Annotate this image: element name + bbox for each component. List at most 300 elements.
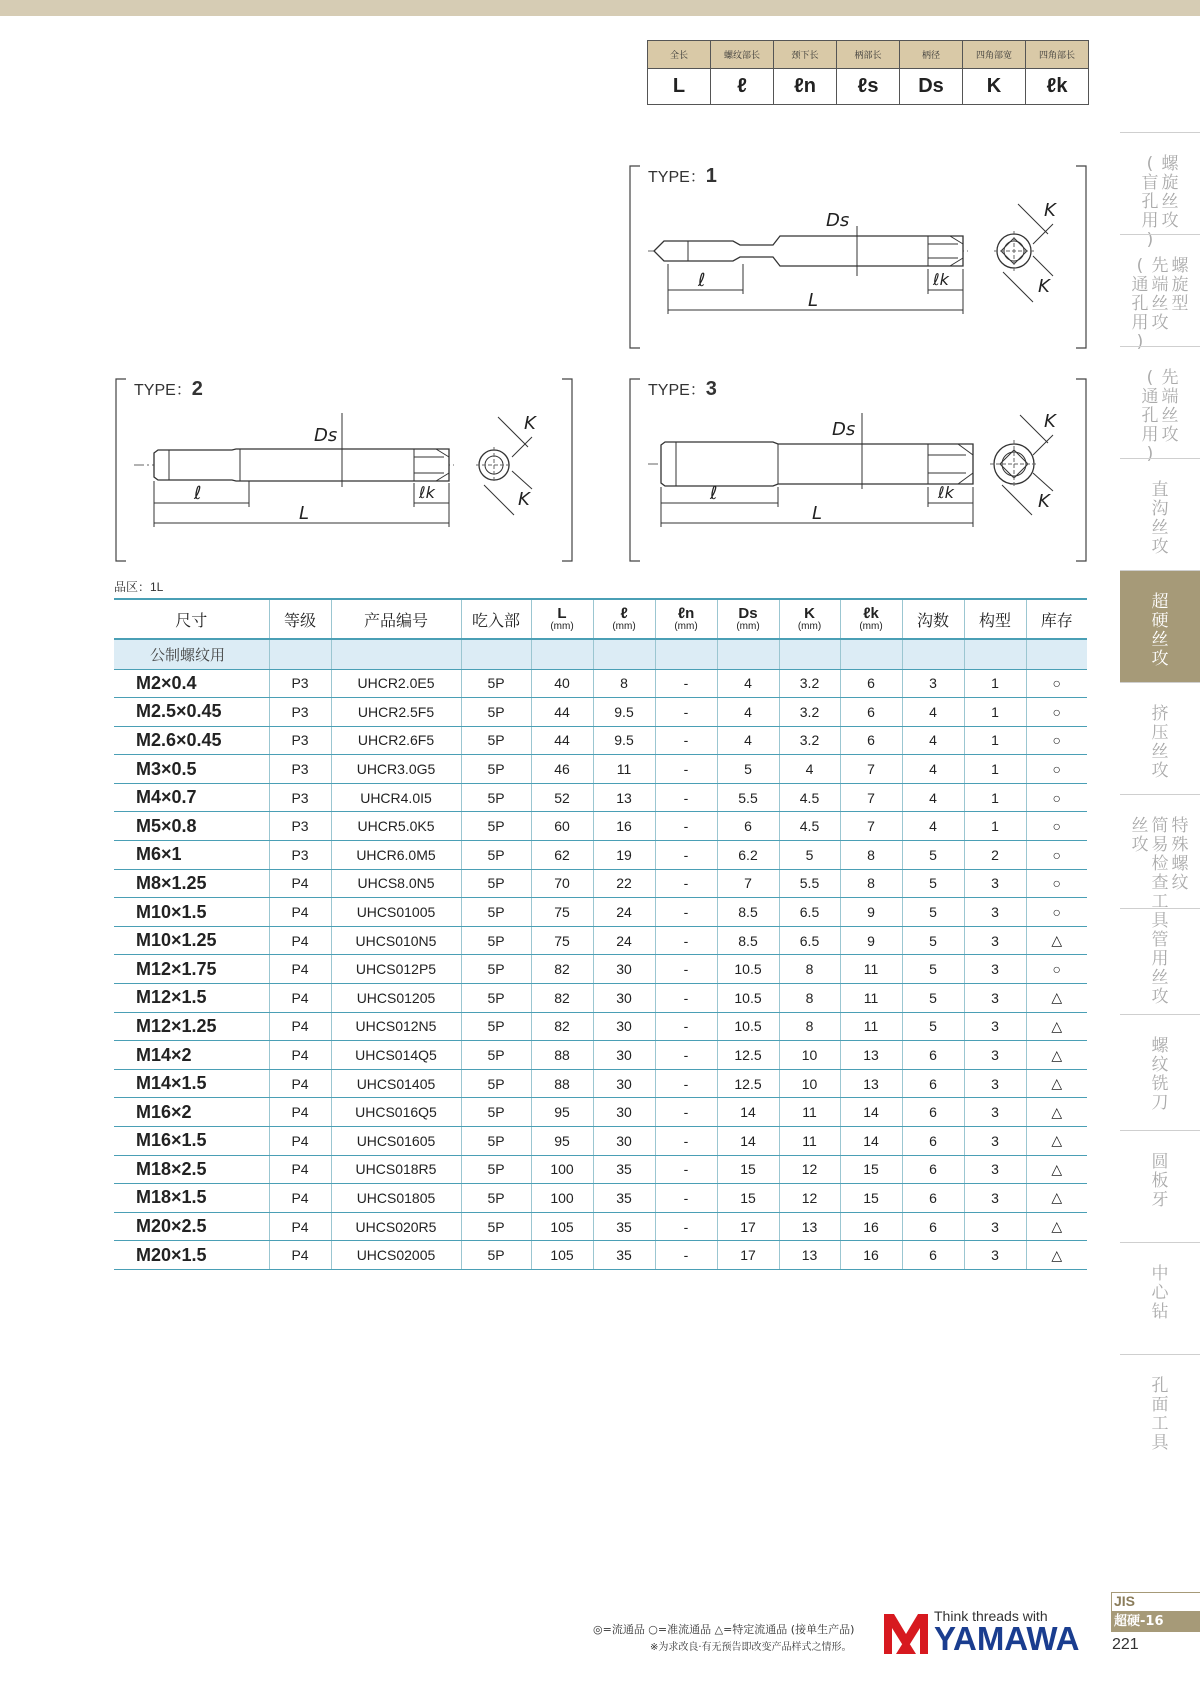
category-tab[interactable] — [1120, 346, 1200, 464]
cell-L: 82 — [531, 984, 593, 1013]
table-row — [114, 1241, 1087, 1270]
cell-ln: - — [655, 926, 717, 955]
cell-k: 13 — [779, 1241, 840, 1270]
cell-chamfer: 5P — [461, 898, 531, 927]
cell-code: UHCS018R5 — [331, 1155, 461, 1184]
cell-size: M16×1.5 — [114, 1127, 269, 1156]
table-row — [114, 869, 1087, 898]
cell-lk: 6 — [840, 726, 902, 755]
cell-code: UHCS012N5 — [331, 1012, 461, 1041]
cell-size: M12×1.25 — [114, 1012, 269, 1041]
tab-label: 中 心 钻 — [1151, 1264, 1169, 1322]
cell-ds: 4 — [717, 698, 779, 727]
l-label: ℓ — [698, 270, 706, 291]
K-label: K — [518, 489, 530, 510]
cell-grade: P3 — [269, 841, 331, 870]
cell-size: M2.5×0.45 — [114, 698, 269, 727]
tab-label: 挤 压 丝 攻 — [1151, 704, 1169, 781]
cell-flutes: 4 — [902, 698, 964, 727]
cell-stock: ○ — [1026, 812, 1087, 841]
L-label: L — [808, 290, 819, 311]
cell-k: 11 — [779, 1098, 840, 1127]
cell-k: 5 — [779, 841, 840, 870]
cell-grade: P4 — [269, 1127, 331, 1156]
col-header-L: L (mm) — [531, 599, 593, 639]
type3-diagram — [628, 377, 1088, 563]
category-tab[interactable] — [1120, 1130, 1200, 1242]
cell-l: 30 — [593, 1012, 655, 1041]
cell-ds: 7 — [717, 869, 779, 898]
product-table — [114, 598, 1087, 1270]
lk-label: ℓk — [933, 270, 949, 289]
table-row — [114, 955, 1087, 984]
cell-L: 75 — [531, 898, 593, 927]
cell-ds: 8.5 — [717, 898, 779, 927]
cell-flutes: 4 — [902, 755, 964, 784]
type2-label: TYPE：2 — [134, 378, 203, 400]
cell-chamfer: 5P — [461, 984, 531, 1013]
cell-code: UHCS01005 — [331, 898, 461, 927]
cell-l: 16 — [593, 812, 655, 841]
cell-l: 11 — [593, 755, 655, 784]
top-band — [0, 0, 1200, 16]
cell-l: 19 — [593, 841, 655, 870]
cell-lk: 15 — [840, 1184, 902, 1213]
cell-lk: 8 — [840, 869, 902, 898]
cell-stock: ○ — [1026, 783, 1087, 812]
type1-drawing — [628, 164, 1088, 350]
cell-grade: P3 — [269, 669, 331, 698]
cell-code: UHCR4.0I5 — [331, 783, 461, 812]
cell-type: 3 — [964, 1184, 1026, 1213]
cell-l: 30 — [593, 1069, 655, 1098]
cell-flutes: 5 — [902, 841, 964, 870]
cell-ds: 14 — [717, 1098, 779, 1127]
col-header-grade: 等级 — [269, 599, 331, 639]
type1-label: TYPE：1 — [648, 165, 717, 187]
cell-stock: △ — [1026, 1212, 1087, 1241]
cell-ds: 6 — [717, 812, 779, 841]
cell-size: M10×1.25 — [114, 926, 269, 955]
cell-chamfer: 5P — [461, 669, 531, 698]
K-label: K — [1044, 200, 1056, 221]
cell-chamfer: 5P — [461, 841, 531, 870]
cell-L: 52 — [531, 783, 593, 812]
cell-code: UHCR2.6F5 — [331, 726, 461, 755]
table-row — [114, 1184, 1087, 1213]
cell-chamfer: 5P — [461, 955, 531, 984]
cell-ln: - — [655, 1041, 717, 1070]
cell-lk: 8 — [840, 841, 902, 870]
cell-lk: 14 — [840, 1098, 902, 1127]
cell-chamfer: 5P — [461, 783, 531, 812]
cell-type: 2 — [964, 841, 1026, 870]
legend-symbol: ℓn — [774, 69, 837, 105]
cell-chamfer: 5P — [461, 1212, 531, 1241]
cell-l: 30 — [593, 984, 655, 1013]
cell-k: 5.5 — [779, 869, 840, 898]
cell-k: 12 — [779, 1155, 840, 1184]
cell-stock: △ — [1026, 984, 1087, 1013]
cell-ln: - — [655, 1212, 717, 1241]
cell-flutes: 3 — [902, 669, 964, 698]
cell-k: 13 — [779, 1212, 840, 1241]
category-tab[interactable] — [1120, 1242, 1200, 1354]
col-header-lk: ℓk (mm) — [840, 599, 902, 639]
cell-lk: 9 — [840, 926, 902, 955]
cell-ln: - — [655, 698, 717, 727]
cell-L: 100 — [531, 1155, 593, 1184]
cell-grade: P3 — [269, 755, 331, 784]
cell-code: UHCR3.0G5 — [331, 755, 461, 784]
tab-label: ( 通 孔 用 ) — [1131, 256, 1149, 352]
cell-ds: 15 — [717, 1184, 779, 1213]
cell-l: 30 — [593, 955, 655, 984]
col-header-stock: 库存 — [1026, 599, 1087, 639]
cell-L: 95 — [531, 1127, 593, 1156]
table-row — [114, 984, 1087, 1013]
cell-lk: 16 — [840, 1241, 902, 1270]
cell-L: 82 — [531, 1012, 593, 1041]
col-header-ln: ℓn (mm) — [655, 599, 717, 639]
col-header-k: K (mm) — [779, 599, 840, 639]
cell-type: 3 — [964, 1012, 1026, 1041]
cell-stock: △ — [1026, 1155, 1087, 1184]
table-row — [114, 1041, 1087, 1070]
cell-type: 3 — [964, 926, 1026, 955]
cell-k: 6.5 — [779, 898, 840, 927]
cell-stock: △ — [1026, 1098, 1087, 1127]
cell-lk: 13 — [840, 1041, 902, 1070]
cell-ln: - — [655, 1127, 717, 1156]
cell-l: 30 — [593, 1041, 655, 1070]
cell-ln: - — [655, 783, 717, 812]
cell-ds: 17 — [717, 1241, 779, 1270]
cell-L: 82 — [531, 955, 593, 984]
cell-k: 3.2 — [779, 669, 840, 698]
table-row — [114, 926, 1087, 955]
cell-stock: △ — [1026, 1041, 1087, 1070]
subheader-label: 公制螺纹用 — [114, 639, 269, 669]
cell-ds: 10.5 — [717, 955, 779, 984]
cell-ln: - — [655, 984, 717, 1013]
category-tab[interactable] — [1120, 794, 1200, 931]
K-label: K — [524, 413, 536, 434]
cell-k: 10 — [779, 1041, 840, 1070]
cell-ds: 4 — [717, 669, 779, 698]
cell-l: 13 — [593, 783, 655, 812]
cell-flutes: 5 — [902, 898, 964, 927]
cell-flutes: 5 — [902, 984, 964, 1013]
logo-brand: YAMAWA — [934, 1620, 1080, 1657]
cell-flutes: 5 — [902, 926, 964, 955]
cell-chamfer: 5P — [461, 698, 531, 727]
cell-size: M14×2 — [114, 1041, 269, 1070]
tab-label: 螺 旋 型 — [1171, 256, 1189, 314]
cell-lk: 9 — [840, 898, 902, 927]
cell-chamfer: 5P — [461, 1041, 531, 1070]
table-row — [114, 783, 1087, 812]
cell-stock: ○ — [1026, 898, 1087, 927]
cell-grade: P4 — [269, 1212, 331, 1241]
table-row — [114, 841, 1087, 870]
table-row — [114, 755, 1087, 784]
cell-type: 3 — [964, 1098, 1026, 1127]
cell-ln: - — [655, 812, 717, 841]
cell-flutes: 6 — [902, 1241, 964, 1270]
legend-symbol: ℓs — [837, 69, 900, 105]
jis-label: JIS — [1111, 1592, 1200, 1612]
cell-l: 35 — [593, 1212, 655, 1241]
cell-size: M12×1.5 — [114, 984, 269, 1013]
table-row — [114, 1098, 1087, 1127]
category-tab[interactable] — [1120, 682, 1200, 794]
cell-code: UHCS012P5 — [331, 955, 461, 984]
table-row — [114, 1212, 1087, 1241]
cell-L: 100 — [531, 1184, 593, 1213]
legend-symbol: ℓ — [711, 69, 774, 105]
legend-header: 全长 — [648, 41, 711, 69]
cell-flutes: 6 — [902, 1127, 964, 1156]
cell-L: 60 — [531, 812, 593, 841]
cell-flutes: 4 — [902, 783, 964, 812]
cell-lk: 7 — [840, 812, 902, 841]
tab-label: ( 盲 孔 用 ) — [1141, 154, 1159, 250]
col-header-flutes: 沟数 — [902, 599, 964, 639]
cell-ln: - — [655, 1012, 717, 1041]
cell-code: UHCR2.0E5 — [331, 669, 461, 698]
cell-l: 30 — [593, 1127, 655, 1156]
tab-label: 特 殊 螺 纹 — [1171, 816, 1189, 893]
cell-code: UHCS014Q5 — [331, 1041, 461, 1070]
cell-k: 10 — [779, 1069, 840, 1098]
table-row — [114, 898, 1087, 927]
table-row — [114, 1069, 1087, 1098]
cell-L: 95 — [531, 1098, 593, 1127]
yamawa-logo — [882, 1608, 1087, 1656]
cell-stock: ○ — [1026, 955, 1087, 984]
cell-l: 35 — [593, 1184, 655, 1213]
cell-flutes: 6 — [902, 1098, 964, 1127]
product-category-note: 品区：1L — [114, 580, 164, 594]
cell-stock: △ — [1026, 1127, 1087, 1156]
legend-header: 柄部长 — [837, 41, 900, 69]
cell-flutes: 6 — [902, 1212, 964, 1241]
cell-grade: P4 — [269, 984, 331, 1013]
cell-grade: P4 — [269, 869, 331, 898]
cell-code: UHCR6.0M5 — [331, 841, 461, 870]
col-header-l: ℓ (mm) — [593, 599, 655, 639]
cell-ln: - — [655, 841, 717, 870]
legend-header: 柄径 — [900, 41, 963, 69]
cell-code: UHCS01205 — [331, 984, 461, 1013]
cell-chamfer: 5P — [461, 1012, 531, 1041]
legend-header: 螺纹部长 — [711, 41, 774, 69]
cell-code: UHCS8.0N5 — [331, 869, 461, 898]
cell-flutes: 5 — [902, 955, 964, 984]
cell-lk: 16 — [840, 1212, 902, 1241]
cell-type: 3 — [964, 1155, 1026, 1184]
cell-ds: 12.5 — [717, 1041, 779, 1070]
dimension-legend-table — [647, 40, 1089, 105]
tab-label: 超 硬 丝 攻 — [1151, 592, 1169, 669]
cell-stock: △ — [1026, 1012, 1087, 1041]
cell-chamfer: 5P — [461, 926, 531, 955]
legend-symbol: Ds — [900, 69, 963, 105]
cell-flutes: 6 — [902, 1069, 964, 1098]
cell-size: M12×1.75 — [114, 955, 269, 984]
cell-size: M10×1.5 — [114, 898, 269, 927]
section-label: 超硬-16 — [1111, 1612, 1200, 1632]
table-header-row — [114, 599, 1087, 639]
cell-size: M4×0.7 — [114, 783, 269, 812]
cell-flutes: 6 — [902, 1184, 964, 1213]
cell-flutes: 6 — [902, 1041, 964, 1070]
legend-header: 颈下长 — [774, 41, 837, 69]
cell-l: 24 — [593, 926, 655, 955]
lk-label: ℓk — [419, 483, 435, 502]
tab-label: 丝 攻 — [1131, 816, 1149, 855]
cell-size: M16×2 — [114, 1098, 269, 1127]
cell-lk: 11 — [840, 984, 902, 1013]
cell-code: UHCS01805 — [331, 1184, 461, 1213]
cell-L: 70 — [531, 869, 593, 898]
legend-symbol: L — [648, 69, 711, 105]
cell-size: M18×2.5 — [114, 1155, 269, 1184]
cell-ds: 14 — [717, 1127, 779, 1156]
cell-k: 8 — [779, 955, 840, 984]
cell-size: M20×1.5 — [114, 1241, 269, 1270]
category-tab[interactable] — [1120, 1014, 1200, 1130]
cell-L: 88 — [531, 1069, 593, 1098]
cell-L: 44 — [531, 726, 593, 755]
cell-l: 8 — [593, 669, 655, 698]
cell-L: 62 — [531, 841, 593, 870]
cell-ln: - — [655, 1241, 717, 1270]
type3-drawing — [628, 377, 1088, 563]
cell-flutes: 4 — [902, 812, 964, 841]
cell-stock: △ — [1026, 1184, 1087, 1213]
type1-diagram — [628, 164, 1088, 350]
change-notice: ※为求改良·有无预告即改变产品样式之情形。 — [650, 1642, 852, 1653]
cell-grade: P3 — [269, 812, 331, 841]
cell-stock: ○ — [1026, 869, 1087, 898]
cell-size: M2×0.4 — [114, 669, 269, 698]
cell-k: 4.5 — [779, 783, 840, 812]
cell-chamfer: 5P — [461, 1127, 531, 1156]
cell-ds: 8.5 — [717, 926, 779, 955]
col-header-chamfer: 吃入部 — [461, 599, 531, 639]
cell-ln: - — [655, 869, 717, 898]
legend-symbol: K — [963, 69, 1026, 105]
cell-stock: ○ — [1026, 669, 1087, 698]
cell-l: 9.5 — [593, 698, 655, 727]
tab-label: 先 端 丝 攻 — [1151, 256, 1169, 333]
cell-size: M14×1.5 — [114, 1069, 269, 1098]
cell-size: M3×0.5 — [114, 755, 269, 784]
tab-label: 孔 面 工 具 — [1151, 1376, 1169, 1453]
cell-ds: 6.2 — [717, 841, 779, 870]
cell-l: 22 — [593, 869, 655, 898]
cell-stock: △ — [1026, 926, 1087, 955]
cell-type: 3 — [964, 1212, 1026, 1241]
cell-k: 3.2 — [779, 698, 840, 727]
category-tab[interactable] — [1120, 570, 1200, 682]
table-row — [114, 1155, 1087, 1184]
category-tab[interactable] — [1120, 458, 1200, 570]
cell-size: M20×2.5 — [114, 1212, 269, 1241]
tab-label: 管 用 丝 攻 — [1151, 930, 1169, 1007]
cell-k: 12 — [779, 1184, 840, 1213]
cell-type: 3 — [964, 955, 1026, 984]
cell-grade: P4 — [269, 1069, 331, 1098]
cell-code: UHCS02005 — [331, 1241, 461, 1270]
cell-ds: 5 — [717, 755, 779, 784]
cell-ds: 5.5 — [717, 783, 779, 812]
cell-code: UHCS010N5 — [331, 926, 461, 955]
tab-label: 直 沟 丝 攻 — [1151, 480, 1169, 557]
cell-ds: 10.5 — [717, 984, 779, 1013]
category-tab[interactable] — [1120, 1354, 1200, 1462]
cell-k: 8 — [779, 1012, 840, 1041]
cell-chamfer: 5P — [461, 1184, 531, 1213]
cell-ds: 10.5 — [717, 1012, 779, 1041]
cell-type: 1 — [964, 755, 1026, 784]
cell-type: 1 — [964, 783, 1026, 812]
table-row — [114, 1127, 1087, 1156]
cell-ln: - — [655, 669, 717, 698]
cell-type: 3 — [964, 1069, 1026, 1098]
cell-grade: P4 — [269, 1155, 331, 1184]
category-tab[interactable] — [1120, 132, 1200, 250]
cell-type: 3 — [964, 869, 1026, 898]
cell-ln: - — [655, 898, 717, 927]
table-row — [114, 698, 1087, 727]
category-tab[interactable] — [1120, 234, 1200, 352]
cell-type: 1 — [964, 726, 1026, 755]
cell-type: 1 — [964, 812, 1026, 841]
table-row — [114, 726, 1087, 755]
cell-ln: - — [655, 1184, 717, 1213]
col-header-type: 构型 — [964, 599, 1026, 639]
cell-lk: 13 — [840, 1069, 902, 1098]
cell-l: 24 — [593, 898, 655, 927]
col-header-size: 尺寸 — [114, 599, 269, 639]
cell-lk: 7 — [840, 783, 902, 812]
yamawa-logo-icon — [882, 1610, 930, 1656]
tab-label: 螺 纹 铣 刀 — [1151, 1036, 1169, 1113]
cell-code: UHCS01405 — [331, 1069, 461, 1098]
cell-L: 46 — [531, 755, 593, 784]
cell-grade: P3 — [269, 726, 331, 755]
cell-type: 1 — [964, 698, 1026, 727]
cell-size: M6×1 — [114, 841, 269, 870]
tab-label: 圆 板 牙 — [1151, 1152, 1169, 1210]
cell-type: 3 — [964, 1241, 1026, 1270]
K-label: K — [1038, 491, 1050, 512]
cell-flutes: 6 — [902, 1155, 964, 1184]
cell-l: 35 — [593, 1155, 655, 1184]
cell-type: 3 — [964, 898, 1026, 927]
cell-l: 30 — [593, 1098, 655, 1127]
cell-type: 3 — [964, 1041, 1026, 1070]
cell-code: UHCS01605 — [331, 1127, 461, 1156]
stock-legend-note: ◎=流通品 ○=准流通品 △=特定流通品 (接单生产品) — [593, 1623, 855, 1636]
cell-ds: 12.5 — [717, 1069, 779, 1098]
category-tab[interactable] — [1120, 908, 1200, 1014]
cell-k: 4.5 — [779, 812, 840, 841]
cell-lk: 15 — [840, 1155, 902, 1184]
